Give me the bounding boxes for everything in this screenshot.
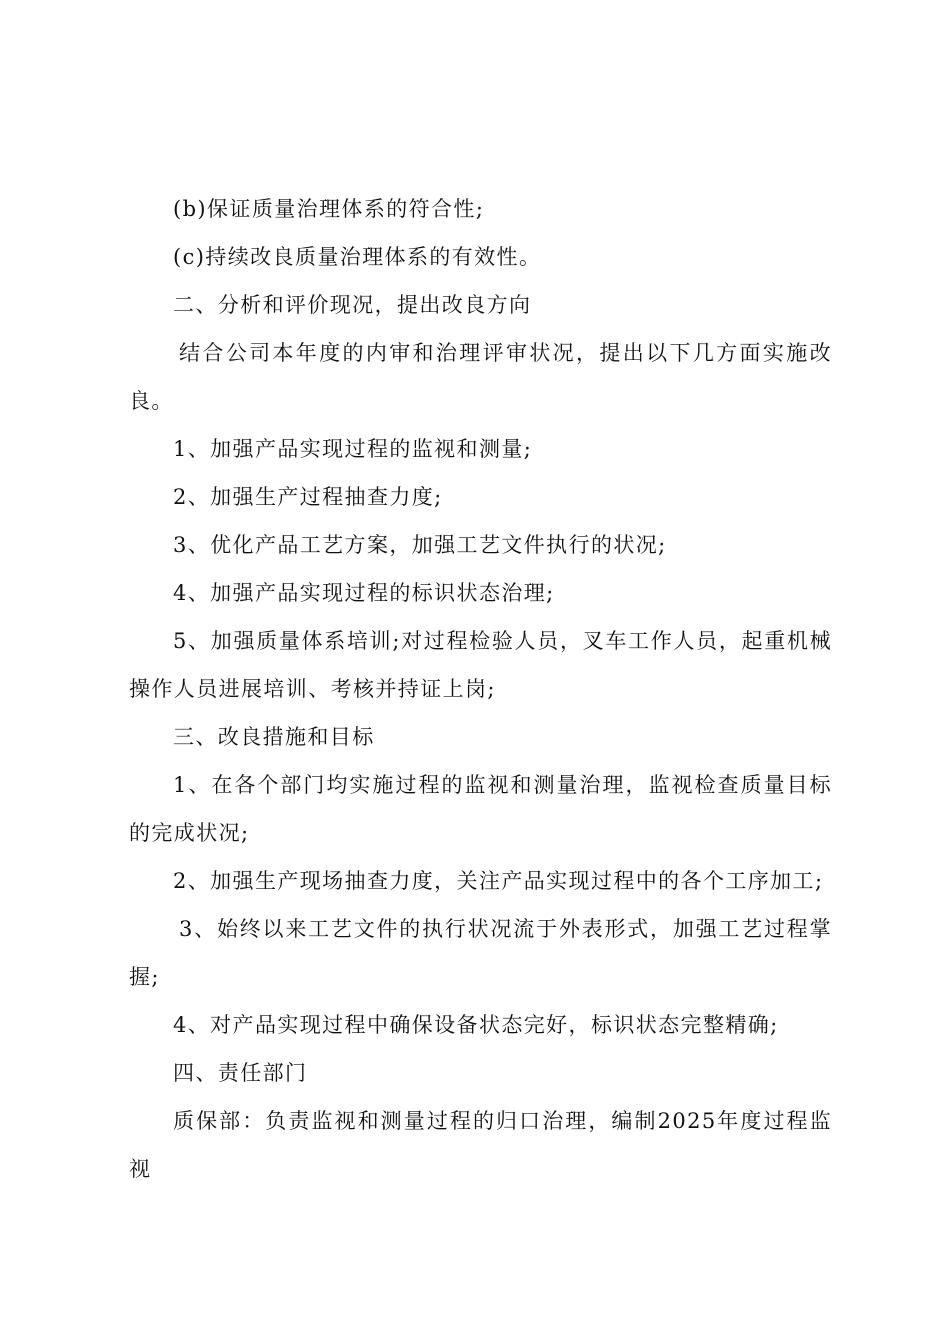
list-item-2: 2、加强生产过程抽查力度; — [173, 485, 443, 509]
section-heading-4: 四、责任部门 — [173, 1061, 308, 1085]
measure-item-1: 1、在各个部门均实施过程的监视和测量治理，监视检查质量目标的完成状况; — [129, 773, 832, 845]
list-item-3: 3、优化产品工艺方案，加强工艺文件执行的状况; — [173, 533, 667, 557]
paragraph-b-conformity: (b)保证质量治理体系的符合性; — [173, 197, 485, 221]
paragraph-c-effectiveness: (c)持续改良质量治理体系的有效性。 — [173, 245, 542, 269]
document-body — [129, 185, 832, 1193]
measure-item-3: 3、始终以来工艺文件的执行状况流于外表形式，加强工艺过程掌握; — [129, 917, 832, 989]
list-item-4: 4、加强产品实现过程的标识状态治理; — [173, 581, 555, 605]
section-heading-3: 三、改良措施和目标 — [173, 725, 375, 749]
measure-item-4: 4、对产品实现过程中确保设备状态完好，标识状态完整精确; — [173, 1013, 779, 1037]
paragraph-improvement-intro: 结合公司本年度的内审和治理评审状况，提出以下几方面实施改良。 — [129, 341, 832, 413]
measure-item-2: 2、加强生产现场抽查力度，关注产品实现过程中的各个工序加工; — [173, 869, 824, 893]
paragraph-responsibility: 质保部：负责监视和测量过程的归口治理，编制2025年度过程监视 — [129, 1109, 832, 1181]
list-item-1: 1、加强产品实现过程的监视和测量; — [173, 437, 533, 461]
section-heading-2: 二、分析和评价现况，提出改良方向 — [173, 293, 532, 317]
list-item-5: 5、加强质量体系培训;对过程检验人员，叉车工作人员，起重机械操作人员进展培训、考核并持证上岗; — [129, 629, 832, 701]
